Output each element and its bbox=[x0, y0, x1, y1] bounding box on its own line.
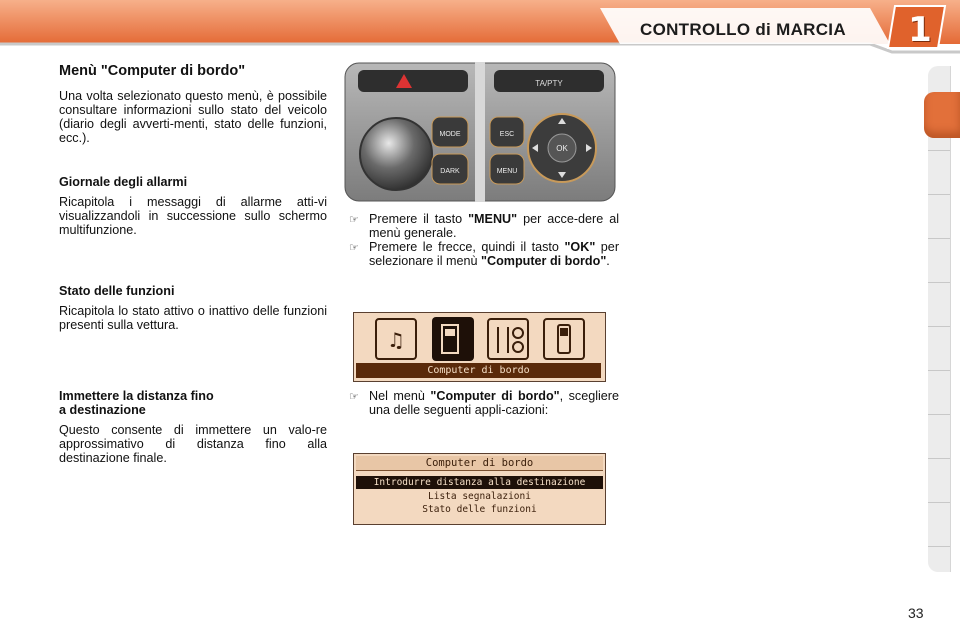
control-panel-image bbox=[344, 62, 616, 202]
esc-button-label: ESC bbox=[499, 131, 515, 138]
header-band bbox=[0, 0, 960, 56]
chapter-title: CONTROLLO di MARCIA bbox=[640, 20, 846, 39]
tab-divider bbox=[928, 238, 950, 239]
menu-name: "Computer di bordo" bbox=[481, 253, 607, 268]
alarm-log-block bbox=[59, 175, 327, 237]
step-text: . bbox=[606, 253, 610, 268]
ta-pty-button-label: TA/PTY bbox=[535, 79, 563, 88]
tab-divider bbox=[928, 414, 950, 415]
step-text: Premere il tasto bbox=[369, 212, 469, 226]
tab-divider bbox=[928, 150, 950, 151]
tab-divider bbox=[928, 326, 950, 327]
pointing-hand-icon: ☞ bbox=[349, 214, 359, 226]
svg-text:♫: ♫ bbox=[387, 328, 405, 352]
menu-key-name: "MENU" bbox=[468, 212, 518, 226]
alarm-log-text: Ricapitola i messaggi di allarme atti-vi visualizzandoli in successione sullo schermo multifunzione. bbox=[59, 195, 327, 237]
step-text: , scegliere una delle seguenti appli-cazioni: bbox=[369, 389, 620, 417]
tab-divider bbox=[928, 458, 950, 459]
intro-text: Una volta selezionato questo menù, è possibile consultare informazioni sullo stato del veicolo (diario degli avverti-menti, stato delle funzioni, ecc.). bbox=[59, 89, 327, 145]
distance-heading-line1: Immettere la distanza fino bbox=[59, 389, 214, 403]
tab-divider bbox=[928, 546, 950, 547]
instruction-step-choose bbox=[349, 390, 619, 417]
step-text: per selezionare il menù bbox=[369, 240, 620, 268]
selected-menu-label: Computer di bordo bbox=[356, 363, 601, 378]
pointing-hand-icon: ☞ bbox=[349, 391, 359, 403]
ok-key-name: "OK" bbox=[564, 240, 596, 254]
tab-divider bbox=[928, 502, 950, 503]
menu-button-label: MENU bbox=[496, 168, 518, 175]
step-text: per acce-dere al menù generale. bbox=[369, 212, 619, 240]
step-text: Premere le frecce, quindi il tasto bbox=[369, 240, 565, 254]
display-trip-computer-menu bbox=[353, 453, 606, 525]
function-status-text: Ricapitola lo stato attivo o inattivo delle funzioni presenti sulla vettura. bbox=[59, 304, 327, 332]
tab-divider bbox=[928, 370, 950, 371]
dark-button-label: DARK bbox=[440, 168, 460, 175]
tab-divider bbox=[928, 282, 950, 283]
page-number: 33 bbox=[908, 605, 924, 621]
mode-button-label: MODE bbox=[439, 131, 461, 138]
submenu-title: Computer di bordo bbox=[425, 457, 534, 469]
instruction-step-ok bbox=[349, 241, 619, 268]
instruction-step-menu bbox=[349, 213, 619, 240]
distance-heading-line2: a destinazione bbox=[59, 403, 146, 417]
step-text: Nel menù bbox=[369, 389, 431, 403]
tab-divider bbox=[928, 194, 950, 195]
menu-name: "Computer di bordo" bbox=[430, 389, 560, 403]
chapter-number: 1 bbox=[908, 10, 932, 50]
function-status-heading: Stato delle funzioni bbox=[59, 284, 175, 298]
submenu-item-function-status: Stato delle funzioni bbox=[422, 504, 537, 515]
section-title: Menù "Computer di bordo" bbox=[59, 63, 246, 79]
menu-icons-graphic bbox=[354, 313, 605, 365]
ok-button-label: OK bbox=[556, 144, 568, 153]
pointing-hand-icon: ☞ bbox=[349, 242, 359, 254]
active-chapter-tab bbox=[924, 92, 960, 138]
submenu-item-distance: Introdurre distanza alla destinazione bbox=[373, 477, 586, 488]
display-main-menu bbox=[353, 312, 606, 382]
intro-block bbox=[59, 89, 327, 145]
distance-block bbox=[59, 389, 327, 465]
function-status-block bbox=[59, 284, 327, 332]
alarm-log-heading: Giornale degli allarmi bbox=[59, 175, 188, 189]
submenu-item-alerts: Lista segnalazioni bbox=[428, 491, 531, 502]
chapter-tabs bbox=[928, 66, 951, 572]
distance-text: Questo consente di immettere un valo-re approssimativo di distanza fino alla destinazione finale. bbox=[59, 423, 327, 465]
